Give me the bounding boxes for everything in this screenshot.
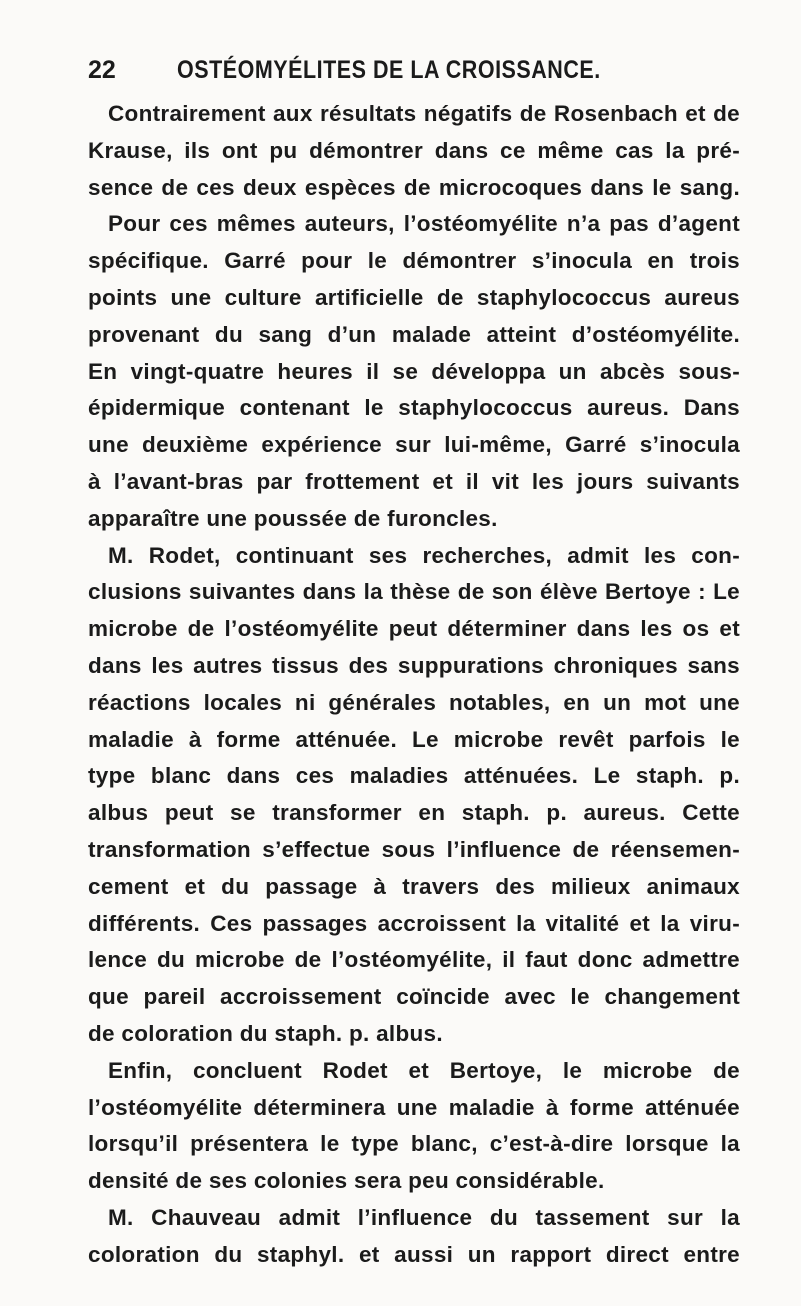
text-line: que pareil accroissement coïncide avec le changement (88, 984, 740, 1010)
text-line: Enfin, concluent Rodet et Bertoye, le microbe de (108, 1057, 740, 1083)
text-line: réactions locales ni générales notables, en un mot une (88, 689, 740, 715)
text-line: albus peut se transformer en staph. p. aureus. Cette (88, 800, 740, 826)
text-line: à l’avant-bras par frottement et il vit les jours suivants (88, 468, 740, 494)
text-line: maladie à forme atténuée. Le microbe revêt parfois le (88, 726, 740, 752)
text-line: cement et du passage à travers des milieux animaux (88, 873, 740, 899)
text-line: transformation s’effectue sous l’influence de réensemen- (88, 836, 740, 862)
text-line: lorsqu’il présentera le type blanc, c’est-à-dire lorsque la (88, 1131, 740, 1157)
text-line: Pour ces mêmes auteurs, l’ostéomyélite n’a pas d’agent (108, 211, 740, 237)
text-line: En vingt-quatre heures il se développa un abcès sous- (88, 358, 740, 384)
text-line: apparaître une poussée de furoncles. (88, 505, 498, 531)
text-line: spécifique. Garré pour le démontrer s’inocula en trois (88, 248, 740, 274)
text-line: une deuxième expérience sur lui-même, Garré s’inocula (88, 432, 740, 458)
text-line: coloration du staphyl. et aussi un rapport direct entre (88, 1241, 740, 1267)
text-line: microbe de l’ostéomyélite peut déterminer dans les os et (88, 616, 740, 642)
text-line: type blanc dans ces maladies atténuées. Le staph. p. (88, 763, 740, 789)
text-line: densité de ses colonies sera peu considérable. (88, 1168, 605, 1194)
text-line: M. Rodet, continuant ses recherches, admit les con- (108, 542, 740, 568)
text-line: provenant du sang d’un malade atteint d’ostéomyélite. (88, 321, 740, 347)
text-line: Krause, ils ont pu démontrer dans ce même cas la pré- (88, 137, 740, 163)
page-header (88, 56, 728, 90)
body-text (88, 96, 740, 1274)
text-line: M. Chauveau admit l’influence du tassement sur la (108, 1204, 740, 1230)
text-line: sence de ces deux espèces de microcoques dans le sang. (88, 174, 740, 200)
text-line: l’ostéomyélite déterminera une maladie à forme atténuée (88, 1094, 740, 1120)
running-title: OSTÉOMYÉLITES DE LA CROISSANCE. (177, 56, 601, 84)
text-line: différents. Ces passages accroissent la vitalité et la viru- (88, 910, 740, 936)
text-line: points une culture artificielle de staphylococcus aureus (88, 284, 740, 310)
text-line: clusions suivantes dans la thèse de son élève Bertoye : Le (88, 579, 740, 605)
text-line: dans les autres tissus des suppurations chroniques sans (88, 652, 740, 678)
text-line: Contrairement aux résultats négatifs de Rosenbach et de (108, 101, 740, 126)
text-line: de coloration du staph. p. albus. (88, 1020, 443, 1046)
text-line: lence du microbe de l’ostéomyélite, il faut donc admettre (88, 947, 740, 973)
text-line: épidermique contenant le staphylococcus aureus. Dans (88, 395, 740, 421)
page-number: 22 (88, 56, 116, 84)
